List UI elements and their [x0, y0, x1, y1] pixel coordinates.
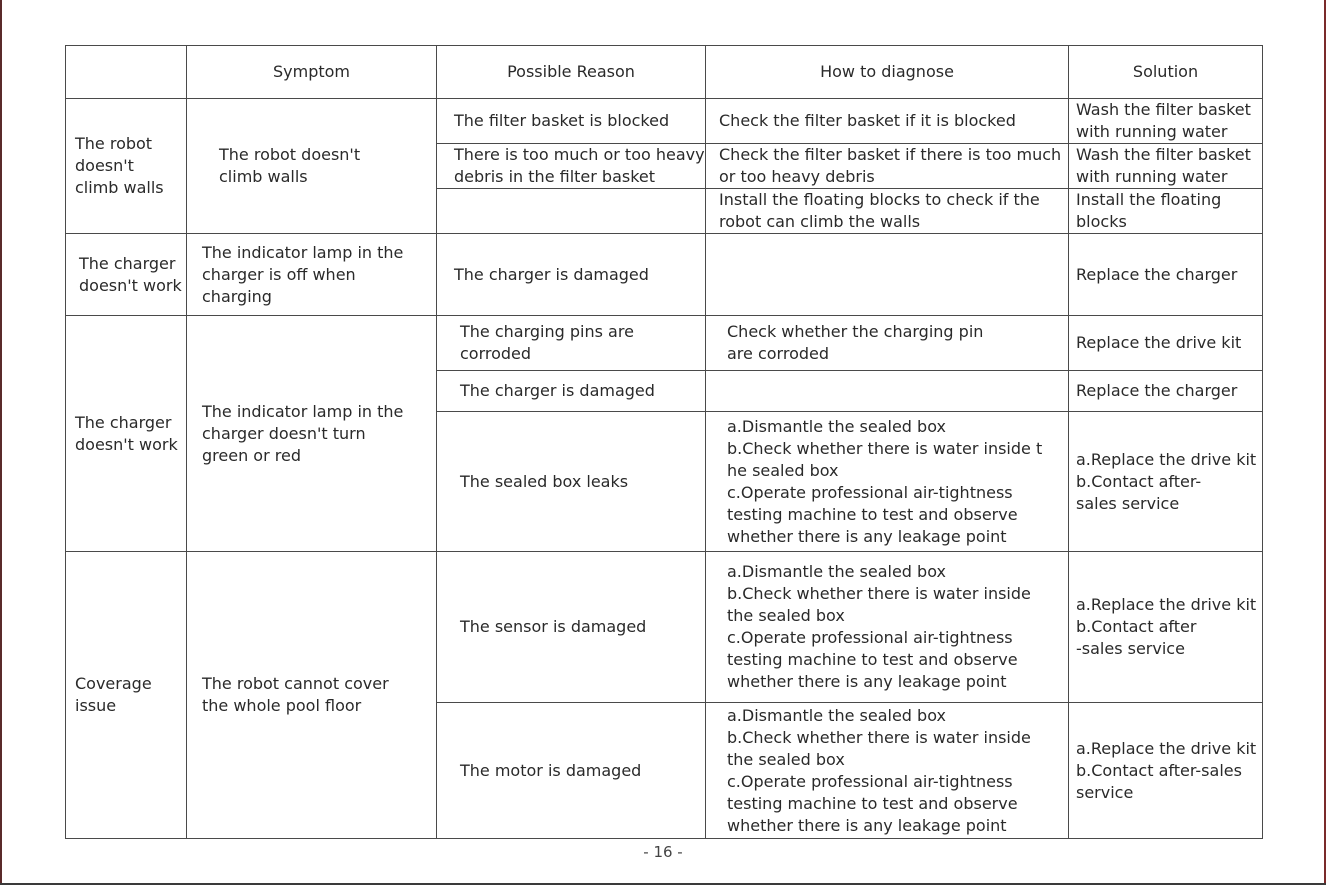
symptom-cell: The indicator lamp in the charger doesn't turn green or red	[187, 316, 437, 552]
category-cell: Coverage issue	[66, 552, 187, 839]
diagnose-cell-empty	[706, 234, 1069, 316]
table-row	[66, 316, 1263, 371]
diagnose-cell: a.Dismantle the sealed box b.Check whether there is water inside the sealed box c.Operate professional air-tightness testing machine to test and observe whether there is any leakage point	[706, 703, 1069, 839]
diagnose-cell: Install the floating blocks to check if the robot can climb the walls	[706, 189, 1069, 234]
header-how-to-diagnose: How to diagnose	[706, 46, 1069, 99]
header-symptom: Symptom	[187, 46, 437, 99]
table-row	[66, 552, 1263, 703]
solution-cell: Wash the filter basket with running water	[1069, 99, 1263, 144]
solution-cell: Replace the charger	[1069, 234, 1263, 316]
header-category	[66, 46, 187, 99]
reason-cell: The sealed box leaks	[437, 412, 706, 552]
diagnose-cell: Check the filter basket if there is too much or too heavy debris	[706, 144, 1069, 189]
reason-cell: There is too much or too heavy debris in the filter basket	[437, 144, 706, 189]
troubleshooting-table	[65, 45, 1263, 839]
reason-cell: The charging pins are corroded	[437, 316, 706, 371]
category-cell: The charger doesn't work	[66, 234, 187, 316]
solution-cell: a.Replace the drive kit b.Contact after-sales service	[1069, 703, 1263, 839]
page-number: - 16 -	[643, 843, 683, 861]
symptom-cell: The indicator lamp in the charger is off when charging	[187, 234, 437, 316]
reason-cell: The charger is damaged	[437, 371, 706, 412]
diagnose-cell: a.Dismantle the sealed box b.Check whether there is water inside the sealed box c.Operate professional air-tightness testing machine to test and observe whether there is any leakage point	[706, 552, 1069, 703]
solution-cell: a.Replace the drive kit b.Contact after- sales service	[1069, 412, 1263, 552]
diagnose-cell: Check whether the charging pin are corroded	[706, 316, 1069, 371]
symptom-cell: The robot doesn't climb walls	[187, 99, 437, 234]
reason-cell: The motor is damaged	[437, 703, 706, 839]
category-cell: The robot doesn't climb walls	[66, 99, 187, 234]
solution-cell: a.Replace the drive kit b.Contact after -sales service	[1069, 552, 1263, 703]
table-row	[66, 234, 1263, 316]
diagnose-cell: a.Dismantle the sealed box b.Check whether there is water inside t he sealed box c.Operate professional air-tightness testing machine to test and observe whether there is any leakage point	[706, 412, 1069, 552]
category-cell: The charger doesn't work	[66, 316, 187, 552]
solution-cell: Install the floating blocks	[1069, 189, 1263, 234]
diagnose-cell-empty	[706, 371, 1069, 412]
reason-cell: The sensor is damaged	[437, 552, 706, 703]
header-possible-reason: Possible Reason	[437, 46, 706, 99]
symptom-cell: The robot cannot cover the whole pool floor	[187, 552, 437, 839]
page-frame-left	[0, 0, 2, 885]
table-row	[66, 99, 1263, 144]
table-header-row	[66, 46, 1263, 99]
reason-cell: The filter basket is blocked	[437, 99, 706, 144]
solution-cell: Replace the charger	[1069, 371, 1263, 412]
reason-cell: The charger is damaged	[437, 234, 706, 316]
header-solution: Solution	[1069, 46, 1263, 99]
solution-cell: Replace the drive kit	[1069, 316, 1263, 371]
diagnose-cell: Check the filter basket if it is blocked	[706, 99, 1069, 144]
solution-cell: Wash the filter basket with running water	[1069, 144, 1263, 189]
reason-cell-empty	[437, 189, 706, 234]
